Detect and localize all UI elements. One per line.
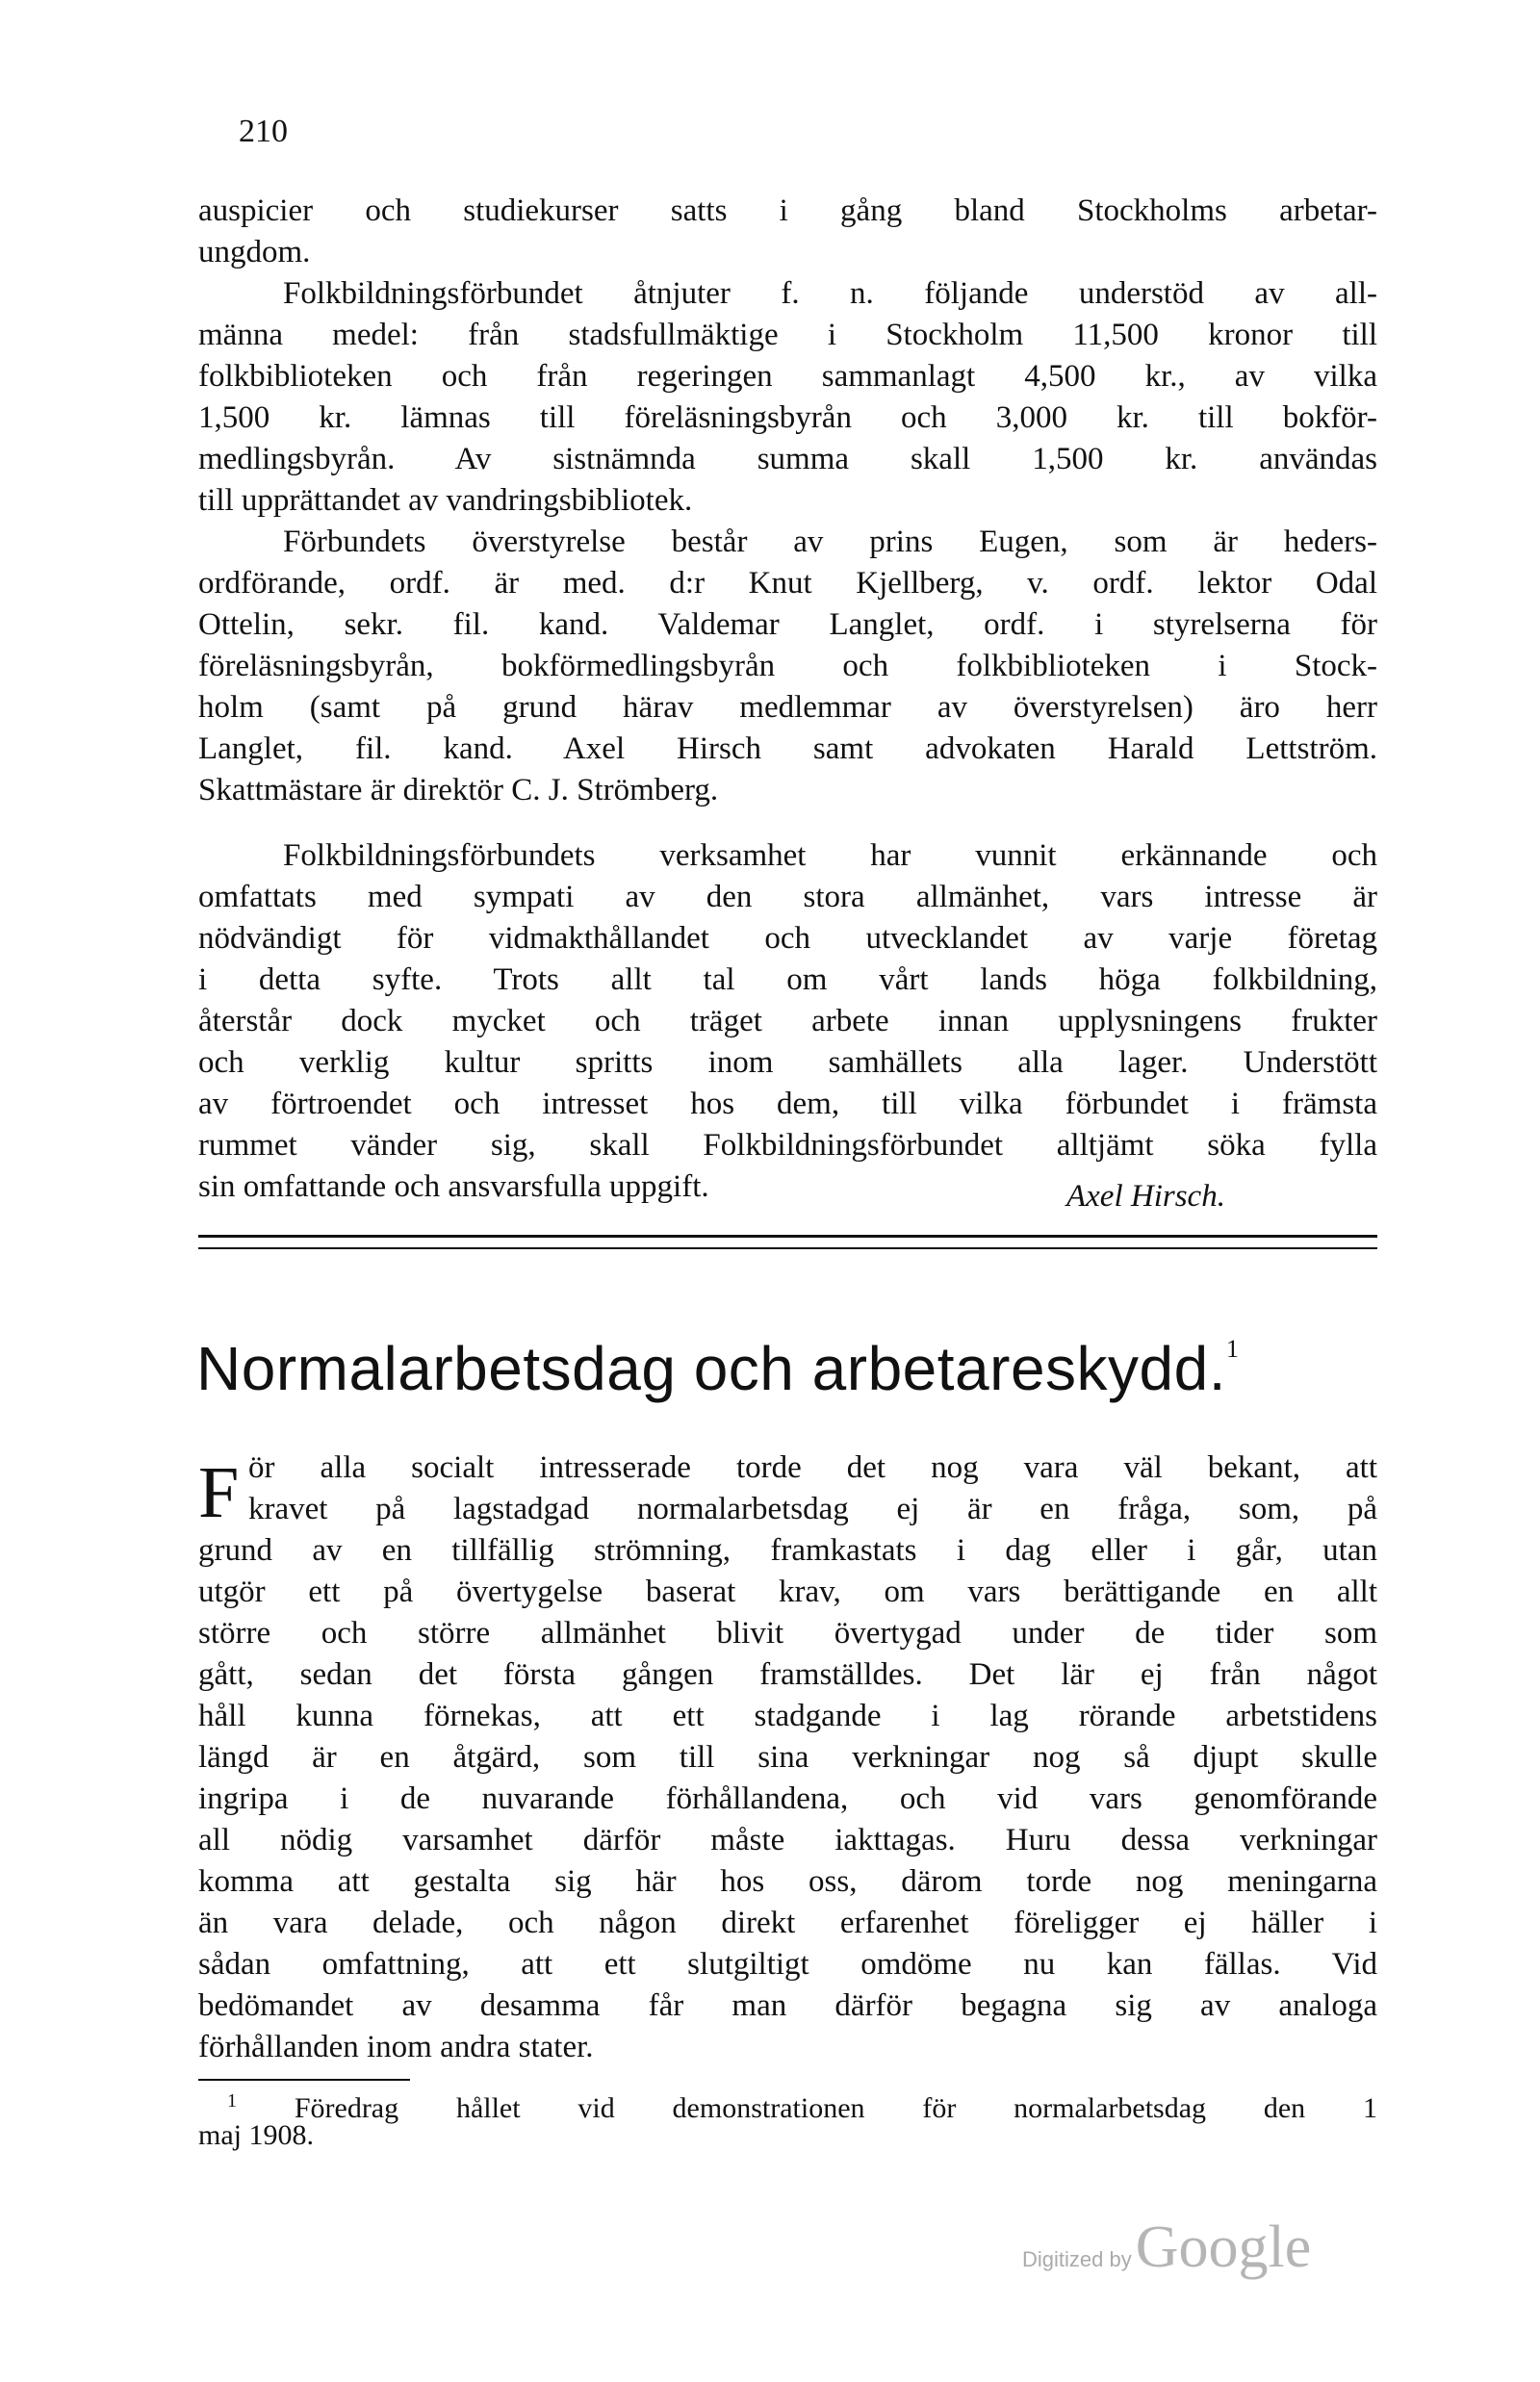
text-line: nödvändigt för vidmakthållandet och utvecklandet av varje företag [198,921,1377,956]
title-footnote-mark: 1 [1226,1335,1240,1363]
text-line: männa medel: från stadsfullmäktige i Stockholm 11,500 kronor till [198,318,1377,352]
signature: Axel Hirsch. [1066,1179,1225,1214]
text-line: ingripa i de nuvarande förhållandena, och vid vars genomförande [198,1781,1377,1816]
article-title [196,1333,1240,1404]
watermark-prefix: Digitized by [1022,2247,1132,2271]
text-line: utgör ett på övertygelse baserat krav, om vars berättigande en allt [198,1575,1377,1609]
text-line: till upprättandet av vandringsbibliotek. [198,483,693,518]
text-line: folkbiblioteken och från regeringen sammanlagt 4,500 kr., av vilka [198,359,1377,394]
double-rule-top [198,1235,1377,1238]
footnote-line: Föredrag hållet vid demonstrationen för normalarbetsdag den 1 [294,2092,1378,2124]
article-title-text: Normalarbetsdag och arbetareskydd. [196,1334,1226,1403]
text-line: Förbundets överstyrelse består av prins Eugen, som är heders- [283,525,1377,559]
text-line: holm (samt på grund härav medlemmar av överstyrelsen) äro herr [198,690,1377,725]
text-line: komma att gestalta sig här hos oss, därom torde nog meningarna [198,1864,1377,1899]
text-line: sin omfattande och ansvarsfulla uppgift. [198,1169,709,1204]
text-line: föreläsningsbyrån, bokförmedlingsbyrån och folkbiblioteken i Stock- [198,649,1377,683]
text-line: auspicier och studiekurser satts i gång bland Stockholms arbetar- [198,193,1377,228]
page-number: 210 [239,114,288,149]
drop-cap: F [198,1452,240,1533]
text-line: ör alla socialt intresserade torde det nog vara väl bekant, att [248,1450,1377,1485]
text-line: 1,500 kr. lämnas till föreläsningsbyrån och 3,000 kr. till bokför- [198,400,1377,435]
double-rule-bottom [198,1247,1377,1249]
google-watermark [1022,2214,1311,2282]
text-line: rummet vänder sig, skall Folkbildningsförbundet alltjämt söka fylla [198,1128,1377,1163]
text-line: längd är en åtgärd, som till sina verkningar nog så djupt skulle [198,1740,1377,1775]
text-line: Folkbildningsförbundet åtnjuter f. n. följande understöd av all- [283,276,1377,311]
text-line: Folkbildningsförbundets verksamhet har vunnit erkännande och [283,838,1377,873]
text-line: än vara delade, och någon direkt erfarenhet föreligger ej häller i [198,1906,1377,1940]
footnote-line: maj 1908. [198,2119,314,2151]
text-line: bedömandet av desamma får man därför begagna sig av analoga [198,1988,1377,2023]
text-line: Ottelin, sekr. fil. kand. Valdemar Langlet, ordf. i styrelserna för [198,607,1377,642]
text-line: omfattats med sympati av den stora allmänhet, vars intresse är [198,880,1377,914]
text-line: i detta syfte. Trots allt tal om vårt lands höga folkbildning, [198,962,1377,997]
text-line: all nödig varsamhet därför måste iakttagas. Huru dessa verkningar [198,1823,1377,1857]
footnote [198,2084,1377,2153]
text-line: av förtroendet och intresset hos dem, till vilka förbundet i främsta [198,1087,1377,1121]
text-line: större och större allmänhet blivit övertygad under de tider som [198,1616,1377,1651]
watermark-logo: Google [1135,2215,1312,2280]
footnote-rule [198,2079,410,2081]
text-line: återstår dock mycket och träget arbete innan upplysningens frukter [198,1004,1377,1038]
text-line: medlingsbyrån. Av sistnämnda summa skall 1,500 kr. användas [198,442,1377,476]
text-line: gått, sedan det första gången framställdes. Det lär ej från något [198,1657,1377,1692]
text-line: grund av en tillfällig strömning, framkastats i dag eller i går, utan [198,1533,1377,1568]
text-line: Langlet, fil. kand. Axel Hirsch samt advokaten Harald Lettström. [198,731,1377,766]
footnote-mark: 1 [227,2090,237,2112]
text-line: förhållanden inom andra stater. [198,2030,594,2064]
article-body [198,1447,1377,2068]
section-1-text [198,191,1377,811]
text-line: håll kunna förnekas, att ett stadgande i lag rörande arbetstidens [198,1699,1377,1733]
text-line: ungdom. [198,235,311,269]
text-line: och verklig kultur spritts inom samhällets alla lager. Understött [198,1045,1377,1080]
text-line: sådan omfattning, att ett slutgiltigt omdöme nu kan fällas. Vid [198,1947,1377,1982]
text-line: kravet på lagstadgad normalarbetsdag ej är en fråga, som, på [248,1492,1377,1526]
section-2-text [198,835,1377,1208]
text-line: Skattmästare är direktör C. J. Strömberg. [198,773,719,807]
text-line: ordförande, ordf. är med. d:r Knut Kjellberg, v. ordf. lektor Odal [198,566,1377,601]
